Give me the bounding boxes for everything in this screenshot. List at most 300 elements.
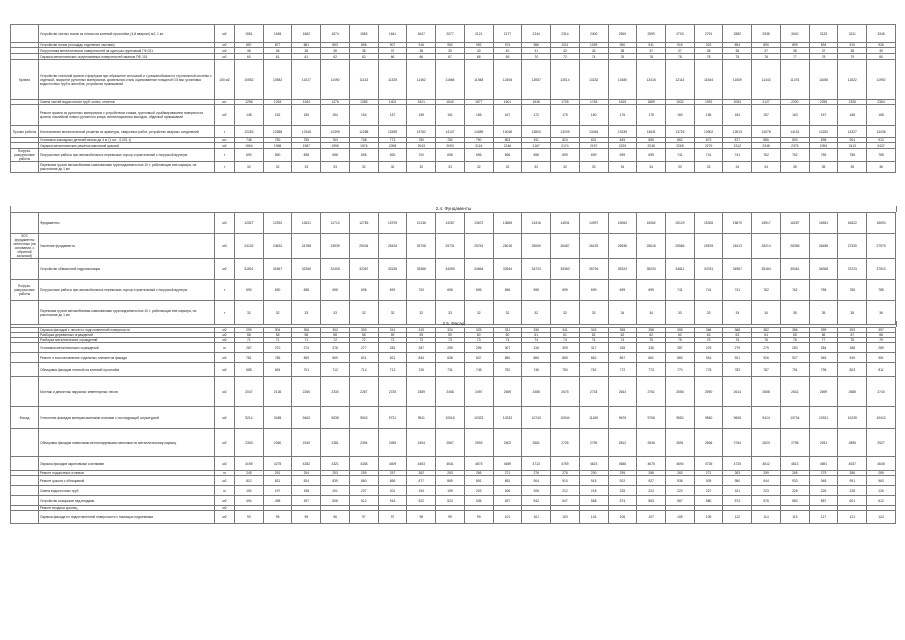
price-value-cell: 2244 bbox=[522, 25, 551, 43]
price-value-cell: 698 bbox=[321, 149, 350, 162]
price-value-cell: 97 bbox=[349, 511, 378, 524]
price-value-cell: 66 bbox=[407, 54, 436, 60]
price-value-cell: 58 bbox=[235, 333, 264, 338]
price-value-cell: 32 bbox=[522, 162, 551, 173]
work-description-cell: Устройство стальной кровли и фартуков при обрешетке сплошной и с разжелобками по стропильной системе с отделкой, покрытие рулонных материалов, кровельная сталь оцинкованная толщиной 0,5 мм; установка водосточных труб и желобов, устройство примыканий bbox=[39, 60, 215, 100]
category-cell bbox=[11, 496, 39, 506]
table-row bbox=[11, 280, 896, 301]
price-value-cell: 2330 bbox=[321, 377, 350, 407]
price-value-cell: 33155 bbox=[378, 259, 407, 280]
price-value-cell: 74 bbox=[551, 338, 580, 343]
price-value-cell: 302 bbox=[321, 328, 350, 333]
price-value-cell: 974 bbox=[493, 43, 522, 48]
category-cell bbox=[11, 377, 39, 407]
price-value-cell: 31867 bbox=[263, 259, 292, 280]
price-value-cell: 927 bbox=[637, 476, 666, 486]
price-value-cell: 336 bbox=[522, 328, 551, 333]
price-value-cell: 165 bbox=[464, 105, 493, 126]
price-value-cell: 41 bbox=[522, 48, 551, 54]
price-value-cell: 927 bbox=[780, 353, 809, 363]
price-value-cell: 2077 bbox=[436, 25, 465, 43]
price-value-cell: 33 bbox=[292, 162, 321, 173]
price-value-cell: 16551 bbox=[809, 213, 838, 234]
price-value-cell: 25751 bbox=[464, 234, 493, 259]
unit-cell: м2 bbox=[215, 328, 235, 333]
table-row bbox=[11, 259, 896, 280]
price-value-cell: 11462 bbox=[407, 60, 436, 100]
category-cell bbox=[11, 353, 39, 363]
unit-cell: м2 bbox=[215, 496, 235, 506]
price-value-cell: 9543 bbox=[349, 407, 378, 429]
price-value-cell: 4623 bbox=[579, 457, 608, 471]
price-value-cell: 95 bbox=[292, 511, 321, 524]
table-row bbox=[11, 234, 896, 259]
price-value-cell: 36 bbox=[292, 48, 321, 54]
price-value-cell: 63 bbox=[723, 333, 752, 338]
price-value-cell: 39 bbox=[436, 48, 465, 54]
price-value-cell: 574 bbox=[608, 496, 637, 506]
price-value-cell: 289 bbox=[436, 343, 465, 353]
price-value-cell: 32 bbox=[493, 162, 522, 173]
price-value-cell: 103 bbox=[551, 511, 580, 524]
price-value-cell: 287 bbox=[407, 343, 436, 353]
category-cell: Прочие работы bbox=[11, 126, 39, 138]
price-value-cell: 516 bbox=[378, 496, 407, 506]
price-value-cell: 201 bbox=[378, 486, 407, 496]
unit-cell: т bbox=[215, 301, 235, 325]
work-description-cell: Разборка деревянных ограждений bbox=[39, 333, 215, 338]
price-value-cell: 699 bbox=[608, 280, 637, 301]
price-value-cell: 32 bbox=[407, 162, 436, 173]
price-value-cell: 10704 bbox=[780, 407, 809, 429]
price-value-cell: 12631 bbox=[292, 213, 321, 234]
price-value-cell: 791 bbox=[780, 363, 809, 377]
price-value-cell: 2348 bbox=[752, 143, 781, 149]
price-value-cell: 299 bbox=[235, 328, 264, 333]
price-value-cell: 939 bbox=[694, 476, 723, 486]
price-value-cell: 1583 bbox=[349, 25, 378, 43]
price-value-cell: 32 bbox=[235, 162, 264, 173]
price-table-block-2 bbox=[10, 212, 896, 325]
price-value-cell: 4691 bbox=[809, 457, 838, 471]
price-value-cell: 11476 bbox=[780, 60, 809, 100]
price-value-cell: 10582 bbox=[263, 60, 292, 100]
price-value-cell: 34967 bbox=[723, 259, 752, 280]
work-description-cell: Смена частей водосточных труб: колен, отметов bbox=[39, 100, 215, 105]
price-value-cell: 845 bbox=[608, 138, 637, 143]
unit-cell: м bbox=[215, 343, 235, 353]
price-value-cell: 741 bbox=[723, 149, 752, 162]
price-value-cell: 62 bbox=[666, 333, 695, 338]
price-value-cell: 741 bbox=[723, 280, 752, 301]
price-value-cell: 2437 bbox=[867, 143, 896, 149]
category-cell: Кровля bbox=[11, 60, 39, 100]
price-value-cell: 34703 bbox=[522, 259, 551, 280]
price-value-cell: 2146 bbox=[493, 143, 522, 149]
price-value-cell: 688 bbox=[235, 363, 264, 377]
price-value-cell: 101 bbox=[493, 511, 522, 524]
price-value-cell: 2599 bbox=[637, 25, 666, 43]
price-value-cell: 95 bbox=[263, 511, 292, 524]
price-value-cell: 96 bbox=[321, 511, 350, 524]
price-value-cell: 2127 bbox=[752, 100, 781, 105]
price-value-cell: 73 bbox=[464, 338, 493, 343]
price-value-cell: 105 bbox=[666, 511, 695, 524]
price-value-cell: 12283 bbox=[235, 126, 264, 138]
price-value-cell: 752 bbox=[493, 363, 522, 377]
price-value-cell: 12699 bbox=[378, 126, 407, 138]
price-value-cell: 2394 bbox=[809, 143, 838, 149]
price-value-cell: 696 bbox=[464, 149, 493, 162]
price-value-cell: 286 bbox=[637, 471, 666, 476]
price-value-cell: 786 bbox=[263, 353, 292, 363]
price-value-cell: 904 bbox=[522, 476, 551, 486]
price-value-cell: 14151 bbox=[780, 126, 809, 138]
price-value-cell: 1705 bbox=[551, 100, 580, 105]
work-description-cell: Устройство козырьков над входами bbox=[39, 496, 215, 506]
price-value-cell: 386 bbox=[780, 328, 809, 333]
price-value-cell: 904 bbox=[838, 138, 867, 143]
price-value-cell: 78 bbox=[838, 338, 867, 343]
price-value-cell: 32 bbox=[551, 301, 580, 325]
price-value-cell: 698 bbox=[522, 280, 551, 301]
price-value-cell: 916 bbox=[407, 43, 436, 48]
price-value-cell: 1574 bbox=[321, 25, 350, 43]
price-value-cell: 201 bbox=[321, 486, 350, 496]
price-value-cell: 699 bbox=[608, 149, 637, 162]
price-value-cell: 2389 bbox=[407, 377, 436, 407]
category-cell bbox=[11, 476, 39, 486]
price-value-cell: 949 bbox=[838, 353, 867, 363]
price-value-cell: 150 bbox=[292, 105, 321, 126]
price-value-cell: 38 bbox=[608, 48, 637, 54]
work-description-cell: Окраска металлических решеток масляной краской bbox=[39, 143, 215, 149]
price-value-cell: 259 bbox=[349, 471, 378, 476]
price-value-cell: 3211 bbox=[838, 25, 867, 43]
price-value-cell: 289 bbox=[867, 471, 896, 476]
price-value-cell: 699 bbox=[637, 149, 666, 162]
price-value-cell: 11666 bbox=[436, 60, 465, 100]
price-value-cell: 35 bbox=[838, 301, 867, 325]
price-value-cell: 4159 bbox=[235, 457, 264, 471]
price-value-cell: 10743 bbox=[522, 407, 551, 429]
price-value-cell: 2812 bbox=[608, 429, 637, 457]
price-value-cell: 33 bbox=[666, 162, 695, 173]
price-value-cell: 77 bbox=[809, 338, 838, 343]
price-value-cell: 2718 bbox=[579, 377, 608, 407]
price-value-cell: 13800 bbox=[522, 126, 551, 138]
price-value-cell: 741 bbox=[666, 280, 695, 301]
price-value-cell: 203 bbox=[464, 486, 493, 496]
price-value-cell: 37 bbox=[637, 48, 666, 54]
price-value-cell: 860 bbox=[349, 476, 378, 486]
price-value-cell: 12527 bbox=[235, 213, 264, 234]
price-value-cell: 891 bbox=[464, 476, 493, 486]
price-value-cell: 40 bbox=[464, 48, 493, 54]
price-value-cell: 99 bbox=[464, 511, 493, 524]
price-value-cell: 16693 bbox=[867, 213, 896, 234]
price-value-cell: 14327 bbox=[838, 126, 867, 138]
price-value-cell: 33 bbox=[321, 162, 350, 173]
price-value-cell: 699 bbox=[551, 149, 580, 162]
price-value-cell: 75 bbox=[723, 54, 752, 60]
price-value-cell: 35 bbox=[780, 162, 809, 173]
price-value-cell: 207 bbox=[349, 486, 378, 496]
price-value-cell: 65 bbox=[780, 333, 809, 338]
price-value-cell: 746 bbox=[522, 363, 551, 377]
price-value-cell: 37 bbox=[752, 48, 781, 54]
price-value-cell: 896 bbox=[349, 43, 378, 48]
price-value-cell: 265 bbox=[780, 471, 809, 476]
price-value-cell: 279 bbox=[723, 343, 752, 353]
price-value-cell: 12975 bbox=[378, 213, 407, 234]
price-value-cell: 741 bbox=[694, 280, 723, 301]
price-value-cell: 2791 bbox=[694, 25, 723, 43]
price-value-cell: 869 bbox=[551, 353, 580, 363]
price-value-cell: 254 bbox=[292, 471, 321, 476]
price-value-cell: 13480 bbox=[608, 60, 637, 100]
price-value-cell: 32 bbox=[263, 301, 292, 325]
price-value-cell: 2200 bbox=[780, 100, 809, 105]
price-value-cell: 68 bbox=[464, 54, 493, 60]
price-value-cell: 226 bbox=[867, 486, 896, 496]
work-description-cell: Окраска фасадов с лесов по подготовленной поверхности bbox=[39, 328, 215, 333]
price-value-cell: 2459 bbox=[378, 429, 407, 457]
price-value-cell: 922 bbox=[608, 476, 637, 486]
unit-cell: м2 bbox=[215, 407, 235, 429]
price-value-cell: 11143 bbox=[349, 60, 378, 100]
price-value-cell: 13913 bbox=[723, 126, 752, 138]
price-value-cell: 9560 bbox=[694, 407, 723, 429]
price-value-cell: 36 bbox=[321, 48, 350, 54]
price-value-cell: 886 bbox=[752, 138, 781, 143]
price-value-cell: 35360 bbox=[551, 259, 580, 280]
price-value-cell: 32266 bbox=[292, 259, 321, 280]
price-value-cell: 699 bbox=[579, 149, 608, 162]
price-value-cell: 14435 bbox=[867, 126, 896, 138]
price-value-cell: 3133 bbox=[809, 25, 838, 43]
price-value-cell: 698 bbox=[292, 280, 321, 301]
price-value-cell: 61 bbox=[263, 54, 292, 60]
price-value-cell: 36 bbox=[263, 48, 292, 54]
price-value-cell: 10552 bbox=[235, 60, 264, 100]
price-value-cell: 10323 bbox=[464, 407, 493, 429]
price-value-cell: 700 bbox=[407, 280, 436, 301]
price-value-cell: 2259 bbox=[809, 100, 838, 105]
price-value-cell: 698 bbox=[292, 149, 321, 162]
price-value-cell: 270 bbox=[263, 343, 292, 353]
price-value-cell: 32 bbox=[464, 301, 493, 325]
price-value-cell: 172 bbox=[522, 105, 551, 126]
price-value-cell: 11169 bbox=[579, 407, 608, 429]
price-value-cell: 2726 bbox=[551, 429, 580, 457]
price-value-cell: 343 bbox=[579, 328, 608, 333]
price-value-cell: 692 bbox=[378, 280, 407, 301]
price-value-cell: 494 bbox=[235, 496, 264, 506]
price-value-cell: 67 bbox=[838, 333, 867, 338]
price-value-cell: 26485 bbox=[809, 234, 838, 259]
price-value-cell: 277 bbox=[349, 343, 378, 353]
price-value-cell: 159 bbox=[407, 105, 436, 126]
price-value-cell: 36 bbox=[867, 301, 896, 325]
price-value-cell: 152 bbox=[263, 105, 292, 126]
price-value-cell: 803 bbox=[493, 138, 522, 143]
price-value-cell: 762 bbox=[780, 280, 809, 301]
price-value-cell: 750 bbox=[551, 363, 580, 377]
price-value-cell: 287 bbox=[666, 343, 695, 353]
price-value-cell: 34 bbox=[608, 162, 637, 173]
price-value-cell: 208 bbox=[493, 486, 522, 496]
price-value-cell: 13672 bbox=[464, 213, 493, 234]
price-value-cell: 2642 bbox=[780, 377, 809, 407]
price-value-cell: 199 bbox=[436, 486, 465, 496]
price-value-cell: 35203 bbox=[637, 259, 666, 280]
category-cell bbox=[11, 259, 39, 280]
price-value-cell: 104 bbox=[579, 511, 608, 524]
price-value-cell: 537 bbox=[493, 496, 522, 506]
price-value-cell: 279 bbox=[752, 343, 781, 353]
price-value-cell: 106 bbox=[608, 511, 637, 524]
price-value-cell: 11948 bbox=[464, 60, 493, 100]
price-value-cell: 13902 bbox=[694, 126, 723, 138]
price-value-cell: 11027 bbox=[292, 60, 321, 100]
work-description-cell: Устройство полов (площадь отделения частями) bbox=[39, 43, 215, 48]
price-value-cell: 35324 bbox=[608, 259, 637, 280]
price-value-cell: 601 bbox=[838, 496, 867, 506]
price-value-cell: 35 bbox=[780, 301, 809, 325]
price-value-cell: 70 bbox=[522, 54, 551, 60]
price-value-cell: 12416 bbox=[637, 60, 666, 100]
price-value-cell: 898 bbox=[809, 138, 838, 143]
price-value-cell: 25731 bbox=[436, 234, 465, 259]
price-value-cell: 809 bbox=[321, 353, 350, 363]
price-value-cell: 805 bbox=[292, 353, 321, 363]
price-value-cell: 1545 bbox=[263, 25, 292, 43]
price-value-cell: 4658 bbox=[608, 457, 637, 471]
unit-cell: м2 bbox=[215, 511, 235, 524]
work-description-cell: Ремонт кровли из рулонных материалов с устройством стяжки, грунтовкой, праймированием поверхности кровли, наклейкой нового рулонного ковра, вентиляционных выходов, обделкой примыканий bbox=[39, 105, 215, 126]
price-value-cell: 1647 bbox=[407, 25, 436, 43]
price-value-cell: 72 bbox=[407, 338, 436, 343]
price-value-cell: 74 bbox=[579, 338, 608, 343]
unit-cell: м3 bbox=[215, 234, 235, 259]
price-value-cell: 2556 bbox=[666, 377, 695, 407]
price-value-cell: 12392 bbox=[263, 213, 292, 234]
price-value-cell: 38 bbox=[694, 48, 723, 54]
price-value-cell: 10333 bbox=[493, 407, 522, 429]
price-value-cell: 2658 bbox=[752, 377, 781, 407]
price-value-cell: 4713 bbox=[522, 457, 551, 471]
price-value-cell: 32 bbox=[378, 162, 407, 173]
price-value-cell: 9605 bbox=[723, 407, 752, 429]
price-value-cell: 915 bbox=[579, 476, 608, 486]
price-value-cell: 13725 bbox=[666, 126, 695, 138]
price-value-cell: 25616 bbox=[637, 234, 666, 259]
unit-cell: м2 bbox=[215, 506, 235, 511]
price-value-cell: 547 bbox=[551, 496, 580, 506]
price-value-cell: 218 bbox=[579, 486, 608, 496]
price-value-cell: 74 bbox=[579, 54, 608, 60]
price-value-cell: 1954 bbox=[235, 143, 264, 149]
price-value-cell: 2116 bbox=[464, 143, 493, 149]
price-value-cell: 358 bbox=[637, 328, 666, 333]
price-value-cell: 855 bbox=[637, 138, 666, 143]
price-value-cell: 14531 bbox=[551, 213, 580, 234]
price-value-cell: 32 bbox=[522, 301, 551, 325]
price-value-cell: 58 bbox=[349, 333, 378, 338]
price-value-cell: 10412 bbox=[867, 407, 896, 429]
price-value-cell: 696 bbox=[493, 280, 522, 301]
price-value-cell: 834 bbox=[407, 353, 436, 363]
price-value-cell: 66 bbox=[809, 333, 838, 338]
price-value-cell: 12348 bbox=[292, 126, 321, 138]
price-value-cell: 35184 bbox=[752, 259, 781, 280]
price-value-cell: 34781 bbox=[694, 259, 723, 280]
price-value-cell: 61 bbox=[522, 333, 551, 338]
price-value-cell: 60 bbox=[464, 333, 493, 338]
price-value-cell: 306 bbox=[292, 328, 321, 333]
price-value-cell: 34 bbox=[608, 301, 637, 325]
price-value-cell: 2458 bbox=[436, 377, 465, 407]
price-value-cell: 75 bbox=[666, 338, 695, 343]
price-value-cell: 295 bbox=[608, 471, 637, 476]
price-value-cell: 34 bbox=[752, 301, 781, 325]
price-value-cell: 2265 bbox=[666, 143, 695, 149]
price-value-cell: 61 bbox=[551, 333, 580, 338]
price-value-cell: 355 bbox=[608, 328, 637, 333]
price-value-cell: 2375 bbox=[780, 143, 809, 149]
price-value-cell: 750 bbox=[263, 138, 292, 143]
price-value-cell: 62 bbox=[349, 54, 378, 60]
price-value-cell: 580 bbox=[694, 496, 723, 506]
price-value-cell: 4338 bbox=[349, 457, 378, 471]
unit-cell: м2 bbox=[215, 377, 235, 407]
price-value-cell: 38 bbox=[838, 48, 867, 54]
price-value-cell: 1995 bbox=[321, 143, 350, 149]
price-value-cell: 75 bbox=[694, 338, 723, 343]
price-value-cell: 811 bbox=[522, 138, 551, 143]
price-value-cell: 899 bbox=[780, 43, 809, 48]
price-value-cell: 26069 bbox=[522, 234, 551, 259]
price-value-cell: 36 bbox=[867, 162, 896, 173]
price-value-cell: 9455 bbox=[263, 407, 292, 429]
price-value-cell: 2093 bbox=[436, 143, 465, 149]
table-row bbox=[11, 343, 896, 353]
price-value-cell: 1264 bbox=[292, 100, 321, 105]
price-value-cell: 35461 bbox=[780, 259, 809, 280]
price-value-cell: 13631 bbox=[637, 126, 666, 138]
price-value-cell: 61 bbox=[292, 54, 321, 60]
work-description-cell: Установка металлических ограждений bbox=[39, 343, 215, 353]
price-value-cell: 726 bbox=[407, 363, 436, 377]
price-value-cell: 873 bbox=[694, 138, 723, 143]
price-value-cell: 10016 bbox=[436, 407, 465, 429]
price-value-cell: 26536 bbox=[608, 234, 637, 259]
price-value-cell: 1932 bbox=[666, 100, 695, 105]
price-value-cell: 72 bbox=[349, 338, 378, 343]
price-value-cell: 26356 bbox=[780, 234, 809, 259]
price-value-cell: 14089 bbox=[464, 126, 493, 138]
price-value-cell: 24132 bbox=[235, 234, 264, 259]
price-value-cell: 785 bbox=[809, 149, 838, 162]
unit-cell: м2 bbox=[215, 476, 235, 486]
price-value-cell: 78 bbox=[637, 54, 666, 60]
work-description-cell: Устройство обмазочной гидроизоляции bbox=[39, 259, 215, 280]
price-value-cell: 2174 bbox=[551, 143, 580, 149]
price-value-cell: 2008 bbox=[378, 143, 407, 149]
price-value-cell: 79 bbox=[838, 54, 867, 60]
price-value-cell: 745 bbox=[464, 363, 493, 377]
